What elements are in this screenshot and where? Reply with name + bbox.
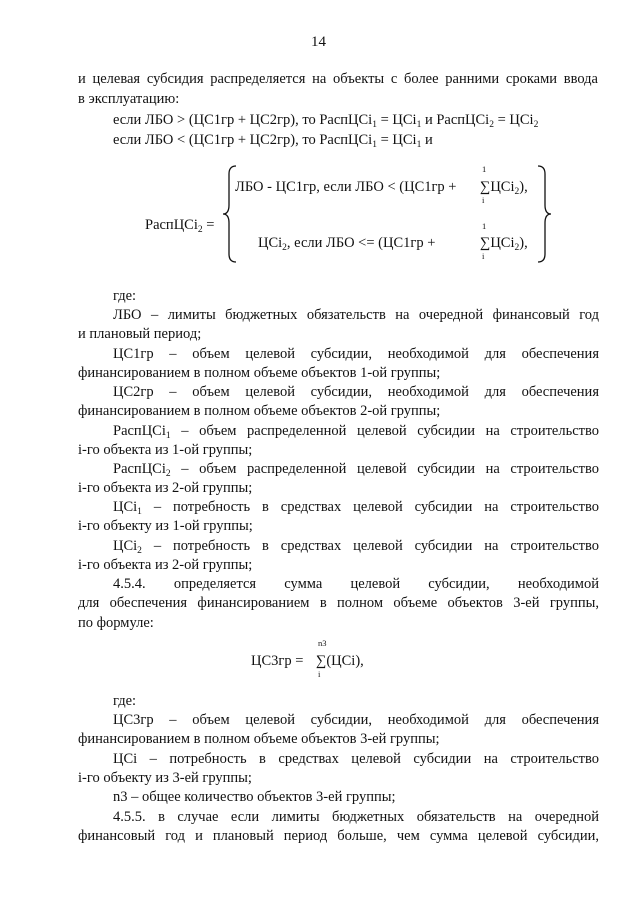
intro-line-1: и целевая субсидия распределяется на объекты с более ранними сроками ввода xyxy=(78,71,598,87)
def-lbo-line-2: и плановый период; xyxy=(78,326,202,342)
formula-cs3gr-sum: ∑(ЦСi), xyxy=(316,653,364,669)
para-455-line-2: финансовый год и плановый период больше, чем сумма целевой субсидии, xyxy=(78,828,599,844)
def-n3: n3 – общее количество объектов 3-ей группы; xyxy=(113,789,396,805)
def-cs1gr-line-2: финансированием в полном объеме объектов 1-ой группы; xyxy=(78,365,441,381)
case-2-sum: ∑ЦСi$_2$), xyxy=(480,235,528,253)
def-cs2gr-line-1: ЦС2гр – объем целевой субсидии, необходимой для обеспечения xyxy=(113,384,599,400)
para-454-line-2: для обеспечения финансированием в полном объеме объектов 3-ей группы, xyxy=(78,595,599,611)
def-rasp-1-line-2: i-го объекта из 1-ой группы; xyxy=(78,442,253,458)
page-number: 14 xyxy=(311,34,326,50)
para-455-line-1: 4.5.5. в случае если лимиты бюджетных обязательств на очередной xyxy=(113,809,599,825)
def-cs1gr-line-1: ЦС1гр – объем целевой субсидии, необходимой для обеспечения xyxy=(113,346,599,362)
def-rasp-1-line-1: РаспЦСi$_1$ – объем распределенной целевой субсидии на строительство xyxy=(113,423,599,441)
def-csi-1-line-2: i-го объекту из 1-ой группы; xyxy=(78,518,253,534)
case-1-sum-upper: 1 xyxy=(482,164,487,174)
def-cs3gr-line-1: ЦС3гр – объем целевой субсидии, необходимой для обеспечения xyxy=(113,712,599,728)
formula-case-2: ЦСi$_2$, если ЛБО <= (ЦС1гр + xyxy=(258,235,436,253)
def-lbo-line-1: ЛБО – лимиты бюджетных обязательств на очередной финансовый год xyxy=(113,307,599,323)
def-csi-3-line-2: i-го объекту из 3-ей группы; xyxy=(78,770,252,786)
case-1-sum: ∑ЦСi$_2$), xyxy=(480,179,528,197)
formula-lhs: РаспЦСi$_2$ = xyxy=(145,217,215,235)
def-cs3gr-line-2: финансированием в полном объеме объектов 3-ей группы; xyxy=(78,731,440,747)
formula-cs3gr-sum-lower: i xyxy=(318,669,321,679)
formula-cs3gr-sum-upper: n3 xyxy=(318,638,327,648)
case-2-sum-upper: 1 xyxy=(482,221,487,231)
case-1-sum-lower: i xyxy=(482,195,485,205)
where-label-2: где: xyxy=(113,693,137,709)
right-brace-icon xyxy=(536,164,552,264)
def-csi-1-line-1: ЦСi$_1$ – потребность в средствах целевой субсидии на строительство xyxy=(113,499,599,517)
def-csi-2-line-2: i-го объекта из 2-ой группы; xyxy=(78,557,253,573)
para-454-line-1: 4.5.4. определяется сумма целевой субсидии, необходимой xyxy=(113,576,599,592)
def-rasp-2-line-1: РаспЦСi$_2$ – объем распределенной целевой субсидии на строительство xyxy=(113,461,599,479)
def-csi-3-line-1: ЦСi – потребность в средствах целевой субсидии на строительство xyxy=(113,751,599,767)
condition-2: если ЛБО < (ЦС1гр + ЦС2гр), то РаспЦСi$_1$ = ЦСi$_1$ и xyxy=(113,132,433,150)
where-label-1: где: xyxy=(113,288,137,304)
formula-case-1: ЛБО - ЦС1гр, если ЛБО < (ЦС1гр + xyxy=(235,179,457,195)
condition-1: если ЛБО > (ЦС1гр + ЦС2гр), то РаспЦСi$_1$ = ЦСi$_1$ и РаспЦСi$_2$ = ЦСi$_2$ xyxy=(113,112,539,130)
intro-line-2: в эксплуатацию: xyxy=(78,91,180,107)
para-454-line-3: по формуле: xyxy=(78,615,154,631)
case-2-sum-lower: i xyxy=(482,251,485,261)
formula-cs3gr-lhs: ЦС3гр = xyxy=(251,653,304,669)
def-csi-2-line-1: ЦСi$_2$ – потребность в средствах целевой субсидии на строительство xyxy=(113,538,599,556)
def-cs2gr-line-2: финансированием в полном объеме объектов 2-ой группы; xyxy=(78,403,441,419)
def-rasp-2-line-2: i-го объекта из 2-ой группы; xyxy=(78,480,253,496)
